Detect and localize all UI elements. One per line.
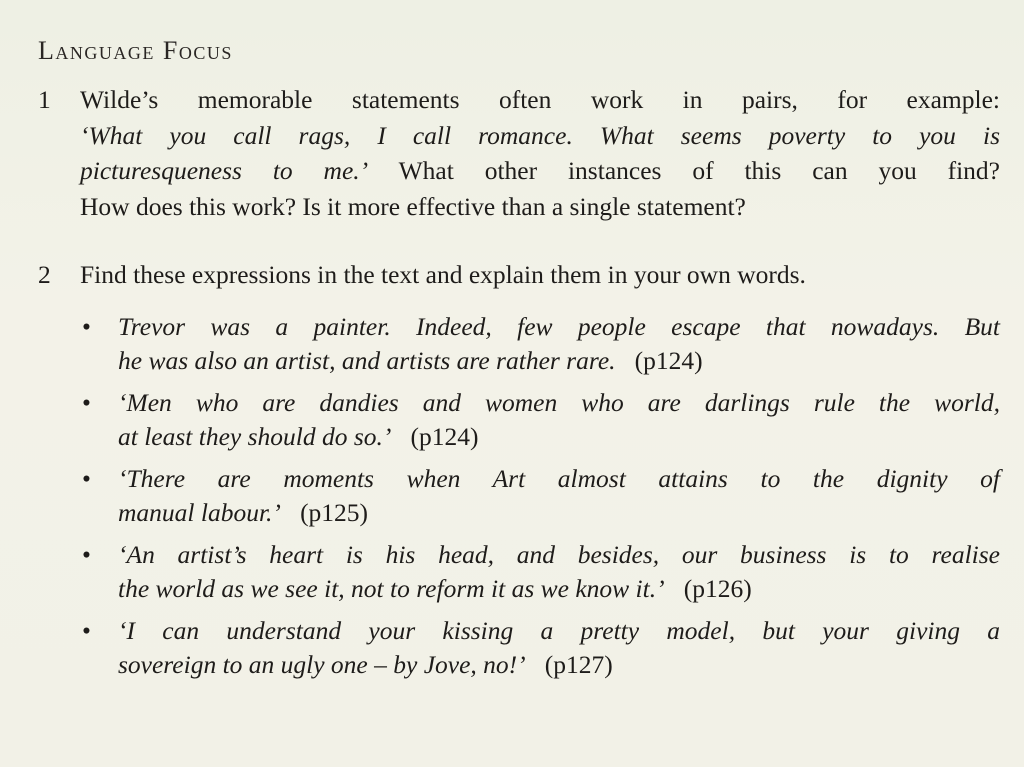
quote-line-1: ‘Men who are dandies and women who are darlings rule the world, — [118, 388, 1000, 417]
quote-line-2: the world as we see it, not to reform it as we know it.’ — [118, 574, 665, 603]
page-reference: (p124) — [634, 346, 703, 375]
expression-item — [82, 462, 1000, 530]
question-text — [80, 82, 1000, 224]
expression-item — [82, 538, 1000, 606]
quote-line-2: manual labour.’ — [118, 498, 281, 527]
expression-item — [82, 614, 1000, 682]
quote-line-1: ‘There are moments when Art almost attains to the dignity of — [118, 464, 1000, 493]
page-reference: (p127) — [544, 650, 613, 679]
bullet-icon: • — [82, 464, 91, 493]
bullet-icon: • — [82, 312, 91, 341]
page-reference: (p124) — [410, 422, 479, 451]
expression-item — [82, 386, 1000, 454]
expression-item — [82, 310, 1000, 378]
quote-line-1: Trevor was a painter. Indeed, few people escape that nowadays. But — [118, 312, 1000, 341]
text-line — [80, 153, 1000, 189]
bullet-icon: • — [82, 616, 91, 645]
question-text — [80, 257, 1000, 293]
question-2 — [38, 257, 1000, 293]
page-reference: (p126) — [683, 574, 752, 603]
plain-text: How does this work? Is it more effective than a single statement? — [80, 191, 746, 221]
quote-line-2: at least they should do so.’ — [118, 422, 392, 451]
plain-text: What other instances of this can you find? — [368, 156, 1000, 185]
quoted-text: picturesqueness to me.’ — [80, 156, 369, 185]
text-line — [80, 189, 1000, 225]
question-number: 1 — [38, 85, 51, 114]
page-reference: (p125) — [300, 498, 369, 527]
plain-text: Find these expressions in the text and explain them in your own words. — [80, 260, 806, 289]
expression-list — [82, 310, 1000, 690]
text-line — [80, 257, 1000, 293]
quote-line-2: he was also an artist, and artists are rather rare. — [118, 346, 616, 375]
section-heading: Language Focus — [38, 36, 233, 65]
quote-line-1: ‘An artist’s heart is his head, and besides, our business is to realise — [118, 540, 1000, 569]
quote-line-2: sovereign to an ugly one – by Jove, no!’ — [118, 650, 526, 679]
text-line — [80, 82, 1000, 118]
plain-text: Wilde’s memorable statements often work in pairs, for example: — [80, 85, 1000, 114]
text-line — [80, 118, 1000, 154]
bullet-icon: • — [82, 388, 91, 417]
quote-line-1: ‘I can understand your kissing a pretty model, but your giving a — [118, 616, 1000, 645]
question-number: 2 — [38, 260, 51, 289]
quoted-text: ‘What you call rags, I call romance. What seems poverty to you is — [80, 120, 1000, 150]
bullet-icon: • — [82, 540, 91, 569]
question-1 — [38, 82, 1000, 224]
